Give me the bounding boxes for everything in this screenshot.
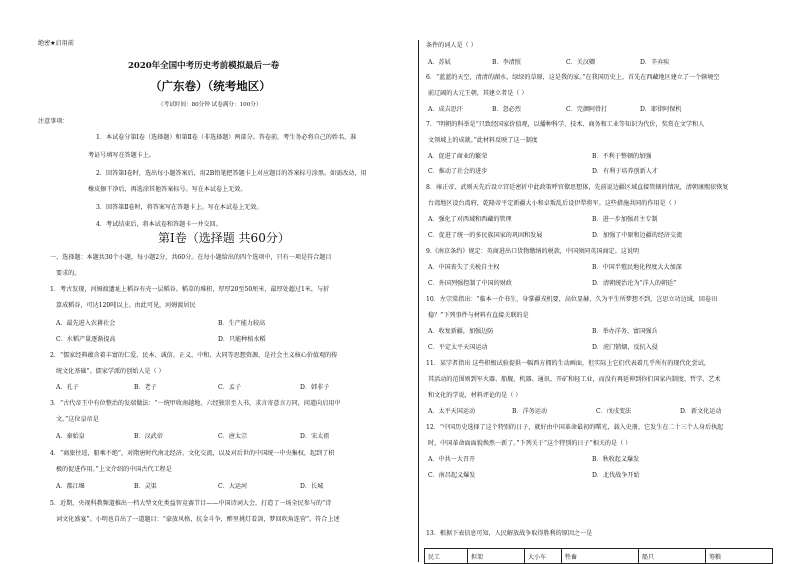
option: B．不利于整顿的加强 [592,153,652,160]
option: D．只能种植水稻 [218,336,266,343]
option: A．中共一大召开 [428,456,476,463]
option: A．促进了商业的繁荣 [428,153,488,160]
exam-meta: （考试时间：80分钟 试卷满分：100分） [158,102,262,108]
option: D．耶律阿保机 [640,106,682,113]
column-divider [418,40,419,562]
question-stem: 和文化的学说，材料评论的是（ ） [428,392,522,399]
question-stem: 11．某学者指出 这些积极试验提供一幅西方拥的生动画面，但实际上它们代表着几乎所有的现代化尝试， [426,360,710,367]
notes-item: 橡皮擦干净后，再选涂其他答案标号。写在本试卷上无效。 [88,186,247,193]
question-stem: 13．根据下表信息可知，人民解放战争取得胜利的原因之一是 [426,530,593,537]
option: C．平定太平天国运动 [428,344,488,351]
option: C．南昌起义爆发 [428,472,476,479]
question-stem: 10．左宗棠指出：“临本一介书生，身掌疆戎机要，高位显赫，久为平生所梦想不到，岂思立功边域，回卷田 [426,296,718,303]
question-stem: 8．雍正帝、武则天先后设立宫廷密折中此政策呼官僚思想体，先前说边疆区域直接管辖的情况，清朝康熙依恢复 [426,184,729,191]
option: A．收复新疆，加强边防 [428,328,494,335]
section-title: 第Ⅰ卷（选择题 共60分） [158,231,290,245]
option: C．外国列强控制了中国的财政 [428,280,512,287]
question-stem: 词文化盛宴”。小明也自出了一道题目：“豪放风格，抗金斗争，醉里挑灯看剑，梦回吹角连营”。符合上述 [56,516,340,523]
section-intro: 一、选择题：本题共30个小题，每小题2分，共60分。在每小题给出的四个选项中，只有一项是符合题目 [50,254,332,261]
option: D．韩非子 [300,384,330,391]
table-row [425,549,773,564]
option: B．忽必烈 [492,106,521,113]
question-stem: 稳？”下列事件与材料有直接关联的是 [428,312,529,319]
table-cell: 牲畜 [562,549,639,564]
option: A．强化了对西域和西藏的管理 [428,216,512,223]
question-stem: 文领域上的成就。”此材料反映了这一制度 [428,137,538,144]
option: A．最先进入农耕社会 [56,320,116,327]
notes-item: 4．考试结束后，将本试卷和答题卡一并交回。 [96,221,222,228]
option: D．北伐战争开始 [592,472,640,479]
question-stem: 算成稻谷，可达120吨以上。由此可见，河姆渡居民 [56,302,196,309]
question-stem: 时，中国革命面面貌焕然一新了。”下列关于“这个特别的日子”相关的是（ ） [428,440,632,447]
notes-item: 3．回答第Ⅱ卷时，将答案写在答题卡上。写在本试卷上无效。 [96,204,263,211]
table-cell: 民工 [425,549,468,564]
option: A．秦始皇 [56,433,85,440]
option: C．完颜阿骨打 [566,106,608,113]
question-stem: 极的促进作用。”上文介绍的中国古代工程是 [56,466,172,473]
notes-item: 1．本试卷分第Ⅰ卷（选择题）和第Ⅱ卷（非选择题）两部分。答卷前，考生务必将自己的姓名、准 [96,134,357,141]
option: B．中国半殖民地化程度大大加深 [592,264,682,271]
question-stem: 5．近期，央视科教频道推出一档大型文化类益智竞赛节目——中国诗词大会，打造了一场全民参与的“诗 [50,500,332,507]
option: B．举办洋务，富国强兵 [592,328,658,335]
option: D．长城 [300,483,324,490]
table-cell: 筹粮 [706,549,773,564]
secret-label: 绝密★启用前 [38,40,74,47]
option: D．有利于培养创新人才 [592,168,658,175]
notes-label: 注意事项： [38,118,69,125]
table-cell: 船只 [639,549,706,564]
question-stem: 统文化基础”。儒家学派的创始人是（ ） [56,368,165,375]
option: B．老子 [134,384,157,391]
question-stem: 其活动的范围则到军火器、船舰、机器、通讯、开矿和轻工业，而没有再延伸到你们国家内制度、哲学、艺术 [428,376,721,383]
option: B．洋务运动 [512,408,547,415]
question-stem: 2．“儒家经典蕴含着丰富的仁爱、民本、诚信、正义、中和、大同等思想资源，是社会主义核心价值观的传 [50,352,338,359]
notes-item: 2．回答第Ⅰ卷时，选出每小题答案后，用2B铅笔把答题卡上对应题目的答案标号涂黑。如需改动，用 [96,170,367,177]
option: C．唐太宗 [218,433,248,440]
table-cell: 大小车 [525,549,562,564]
option: A．中国丧失了关税自主权 [428,264,500,271]
question-stem: 7．“明朝的科举是“只致经国家价值观，以播种科学、技术、商务和工业等知识为代价，奖赏在文学和人 [426,121,705,128]
table-cell: 担架 [468,549,525,564]
question-stem: 文。”这位皇帝是 [56,416,99,423]
question-stem: 台湾地区设台湾府，乾隆帝平定新疆大小和卓叛乱后设伊犁将军。这些措施共同的作用是（ ） [428,200,680,207]
option: C．关汉卿 [566,59,596,66]
option: C．戊戌变法 [596,408,632,415]
option: A．孔子 [56,384,79,391]
option: C．水稻产量逐渐提高 [56,336,116,343]
option: B．进一步加强君主专制 [592,216,658,223]
question-stem: 前辽阔的大元王朝，其建立者是（ ） [428,90,528,97]
exam-title: 2020年全国中考历史考前模拟最后一卷 [128,61,280,71]
option: A．成吉思汗 [428,106,463,113]
option: A．苏轼 [428,59,451,66]
option: B．汉武帝 [134,433,163,440]
option: B．李清照 [492,59,521,66]
question-stem: 条件的词人是（ ） [426,42,477,49]
option: D．加强了中原和边疆的经济交流 [592,232,683,239]
option: D．新文化运动 [680,408,722,415]
exam-subtitle: （广东卷）（统考地区） [150,79,271,93]
option: B．生产能力较高 [218,320,266,327]
option: D．虎门销烟，反抗入侵 [592,344,658,351]
option: D．清朝统治沦为“洋人的朝廷” [592,280,677,287]
option: C．孟子 [218,384,241,391]
option: C．促进了统一的多民族国家的巩固和发展 [428,232,543,239]
option: D．宋太祖 [300,433,330,440]
option: D．辛弃疾 [640,59,670,66]
question-stem: 4．“商旅往返，船乘不绝”，对隋唐时代南北经济、文化交流，以及对后世的中国统一中央集权，起到了积 [50,450,335,457]
option: C．大运河 [218,483,248,490]
question-stem: 6．“蓝蓝的天空，清清的湖水，绿绿的草原，这是我的家。”在我国历史上，首先在西藏地区建立了一个辖境空 [426,74,720,81]
question-stem: 9.《南京条约》规定：英商进出口货物缴纳的税款，中国须同英国商定。这说明 [426,248,640,255]
option: A．都江堰 [56,483,85,490]
question-stem: 12．“中国历史选择了这个特别的日子，就好由中国革命最初的曙光，载入史册，它发生在二十三个人身后执起 [426,424,724,431]
notes-item: 考证号填写在答题卡上。 [88,152,156,159]
option: B．灵渠 [134,483,157,490]
section-intro: 要求的。 [56,270,81,277]
option: A．太平天国运动 [428,408,476,415]
option: C．推动了社会的进步 [428,168,488,175]
option: B．秋收起义爆发 [592,456,640,463]
question-stem: 3．“古代帝王中有位整治的发端做法：“一统甲收南越地，六经独崇至人书，求言寄意言万同，问道向启用中 [50,400,341,407]
question-stem: 1．考古发现，河姆渡遗址上稻谷有壳一层稻谷、稻草的堆积，厚厚20至50厘米，最厚处超过1米，与折 [50,286,330,293]
